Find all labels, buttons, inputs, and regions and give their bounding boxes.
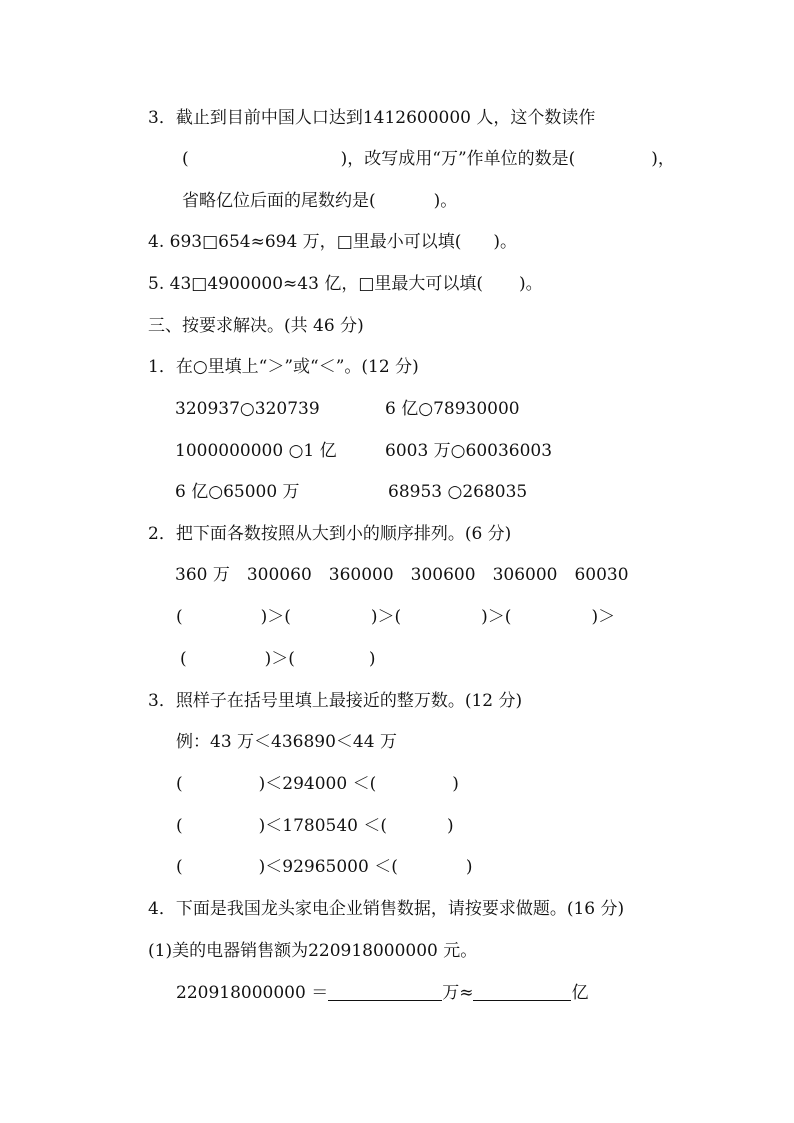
- compare-item: 1000000000 ○1 亿: [175, 441, 337, 461]
- answer-underline[interactable]: [328, 982, 442, 1001]
- estimate-row: ( )＜294000 ＜( ): [176, 774, 459, 794]
- s2-title: 2．把下面各数按照从大到小的顺序排列。(6 分): [148, 524, 512, 544]
- compare-item: 6 亿○78930000: [385, 399, 520, 419]
- q3-yi-text: 省略亿位后面的尾数约是(: [182, 191, 376, 211]
- q3-line1: 3．截止到目前中国人口达到1412600000 人，这个数读作: [148, 108, 596, 128]
- estimate-row: ( )＜1780540 ＜( ): [176, 816, 454, 836]
- square-box[interactable]: □: [191, 274, 208, 294]
- compare-circle[interactable]: ○: [418, 399, 434, 419]
- q4-number-b: 654≈694 万，: [218, 232, 337, 252]
- number-item: 360000: [328, 565, 394, 585]
- compare-circle[interactable]: ○: [239, 399, 255, 419]
- q3-wan-text: )，改写成用“万”作单位的数是(: [340, 149, 576, 169]
- s4-equation: 220918000000 ＝ 万≈ 亿: [176, 983, 589, 1003]
- order-row-2: ( )＞( ): [180, 649, 376, 669]
- compare-circle[interactable]: ○: [208, 482, 224, 502]
- square-box: □: [358, 274, 375, 294]
- number-item: 60030: [574, 565, 629, 585]
- compare-item: 6 亿○65000 万: [175, 482, 300, 502]
- order-row-1: ( )＞( )＞( )＞( )＞: [176, 607, 616, 627]
- section-heading: 三、按要求解决。(共 46 分): [148, 316, 364, 336]
- compare-circle[interactable]: ○: [447, 482, 463, 502]
- q4-text: 里最小可以填(: [352, 232, 462, 252]
- number-item: 306000: [492, 565, 558, 585]
- s1-title: 1．在○里填上“＞”或“＜”。(12 分): [148, 357, 419, 377]
- s3-example: 例：43 万＜436890＜44 万: [176, 732, 397, 752]
- q4-number-a: 4. 693: [148, 232, 203, 252]
- q5-number-b: 4900000≈43 亿，: [207, 274, 359, 294]
- number-item: 300060: [246, 565, 312, 585]
- number-item: 300600: [410, 565, 476, 585]
- compare-circle[interactable]: ○: [450, 441, 466, 461]
- square-box: □: [336, 232, 353, 252]
- number-item: 360 万: [175, 565, 230, 585]
- number-list: [175, 564, 629, 586]
- answer-underline[interactable]: [473, 982, 571, 1001]
- q3-line2: [182, 148, 675, 170]
- compare-item: 68953 ○268035: [388, 482, 528, 502]
- compare-item: 6003 万○60036003: [385, 441, 553, 461]
- estimate-row: ( )＜92965000 ＜( ): [176, 857, 473, 877]
- square-box[interactable]: □: [202, 232, 219, 252]
- q5-number-a: 5. 43: [148, 274, 192, 294]
- s4-part1: (1)美的电器销售额为220918000000 元。: [148, 941, 478, 961]
- paren-close: )，: [651, 149, 675, 169]
- compare-item: 320937○320739: [175, 399, 320, 419]
- s3-title: 3．照样子在括号里填上最接近的整万数。(12 分): [148, 691, 523, 711]
- q3-line3: [182, 190, 457, 212]
- paren-close: )。: [519, 274, 543, 294]
- paren-close: )。: [433, 191, 458, 211]
- q5-line: [148, 273, 543, 295]
- paren-open: (: [182, 149, 189, 169]
- compare-circle[interactable]: ○: [288, 441, 304, 461]
- s4-title: 4．下面是我国龙头家电企业销售数据，请按要求做题。(16 分): [148, 899, 625, 919]
- q5-text: 里最大可以填(: [374, 274, 484, 294]
- paren-close: )。: [493, 232, 518, 252]
- q4-line: [148, 231, 517, 253]
